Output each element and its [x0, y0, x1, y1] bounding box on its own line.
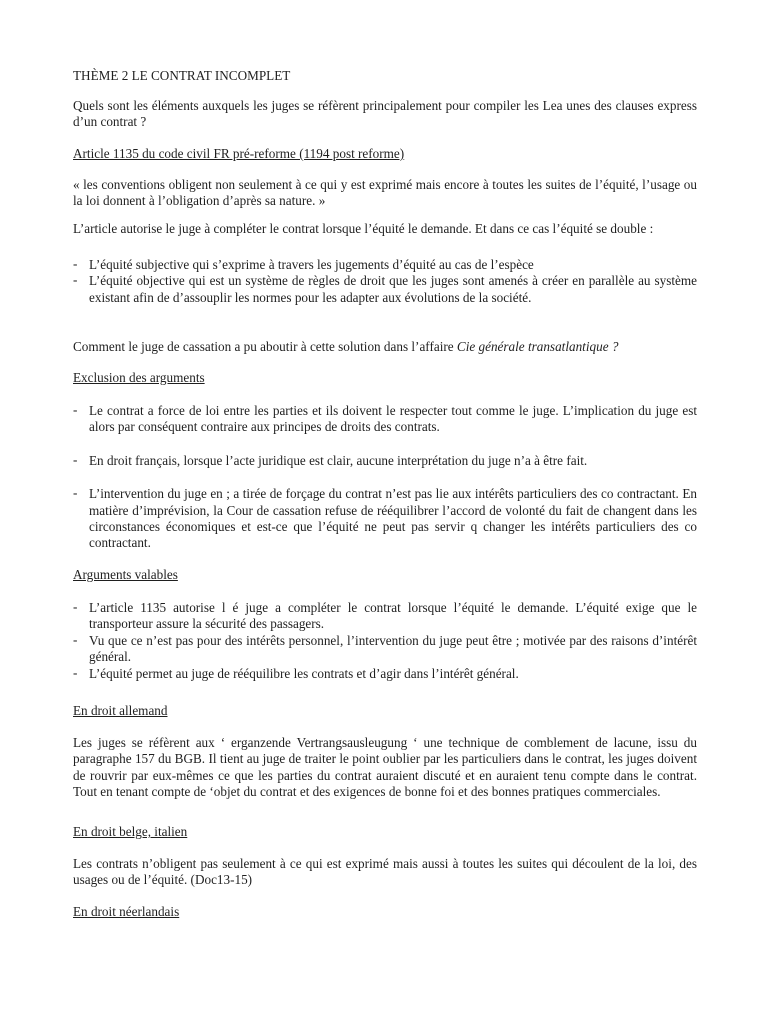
article-heading: Article 1135 du code civil FR pré-reforme (1194 post reforme) — [73, 146, 405, 161]
valid-list — [73, 600, 697, 682]
dash-bullet: - — [73, 272, 78, 288]
list-item: - L’article 1135 autorise l é juge a compléter le contrat lorsque l’équité le demande. L’équité exige que le transporteur assure la sécurité des passagers. — [73, 599, 697, 632]
german-heading: En droit allemand — [73, 703, 168, 718]
question-2: Comment le juge de cassation a pu aboutir à cette solution dans l’affaire Cie générale transatlantique ? — [73, 339, 619, 354]
valid-heading: Arguments valables — [73, 567, 178, 582]
list-item: - L’équité permet au juge de rééquilibre les contrats et d’agir dans l’intérêt général. — [73, 664, 519, 681]
dash-bullet: - — [73, 451, 78, 467]
list-item: - L’intervention du juge en ; a tirée de forçage du contrat n’est pas lie aux intérêts particuliers des co contractant. En matière d’imprévision, la Cour de cassation refuse de rééquilibrer l’accord de volonté du fait de changent dans les circonstances économiques et est-ce que l’équité ne peut pas servir q changer les intérêts particuliers des co contractant. — [73, 485, 697, 551]
dash-bullet: - — [73, 485, 78, 501]
case-name: Cie générale transatlantique ? — [456, 339, 619, 354]
belgian-heading: En droit belge, italien — [73, 824, 188, 839]
belgian-paragraph: Les contrats n’obligent pas seulement à ce qui est exprimé mais aussi à toutes les suites qui découlent de la loi, des usages ou de l’équité. (Doc13-15) — [73, 856, 697, 888]
list-item: - L’équité objective qui est un système de règles de droit que les juges sont amenés à créer en parallèle au système existant afin de d’assouplir les normes pour les adapter aux évolutions de la société. — [73, 272, 697, 305]
dash-bullet: - — [73, 402, 78, 417]
dutch-heading: En droit néerlandais — [73, 904, 180, 919]
dash-bullet: - — [73, 664, 78, 680]
dash-bullet: - — [73, 256, 78, 271]
list-item: - En droit français, lorsque l’acte juridique est clair, aucune interprétation du juge n’a à être fait. — [73, 451, 588, 468]
german-paragraph: Les juges se réfèrent aux ‘ erganzende Vertrangsausleugung ‘ une technique de comblement de lacune, issu du paragraphe 157 du BGB. Il tient au juge de traiter le point oublier par les particuliers dans le contrat, les juges doivent de rouvrir par eux-mêmes ce que les parties du contrat auraient discuté et en auraient tenu compte dans le contrat. Tout en tenant compte de ‘objet du contrat et des exigences de bonne foi et des bonnes pratiques commerciales. — [73, 735, 697, 800]
list-item: - L’équité subjective qui s’exprime à travers les jugements d’équité au cas de l’espèce — [73, 256, 534, 272]
list-item: - Le contrat a force de loi entre les parties et ils doivent le respecter tout comme le juge. L’implication du juge est alors par conséquent contraire aux principes de droits des contrats. — [73, 402, 697, 435]
question-1: Quels sont les éléments auxquels les juges se réfèrent principalement pour compiler les Lea unes des clauses express d’un contrat ? — [73, 98, 697, 130]
dash-bullet: - — [73, 599, 78, 614]
article-paragraph: L’article autorise le juge à compléter le contrat lorsque l’équité le demande. Et dans ce cas l’équité se double : — [73, 221, 654, 236]
equity-list — [73, 257, 697, 306]
exclusion-list — [73, 403, 697, 552]
dash-bullet: - — [73, 631, 78, 647]
document-title: THÈME 2 LE CONTRAT INCOMPLET — [73, 68, 291, 83]
exclusion-heading: Exclusion des arguments — [73, 370, 205, 385]
article-quote: « les conventions obligent non seulement à ce qui y est exprimé mais encore à toutes les suites de l’équité, l’usage ou la loi donnent à l’obligation d’après sa nature. » — [73, 177, 697, 209]
list-item: - Vu que ce n’est pas pour des intérêts personnel, l’intervention du juge peut être ; motivée par des raisons d’intérêt général. — [73, 631, 697, 665]
